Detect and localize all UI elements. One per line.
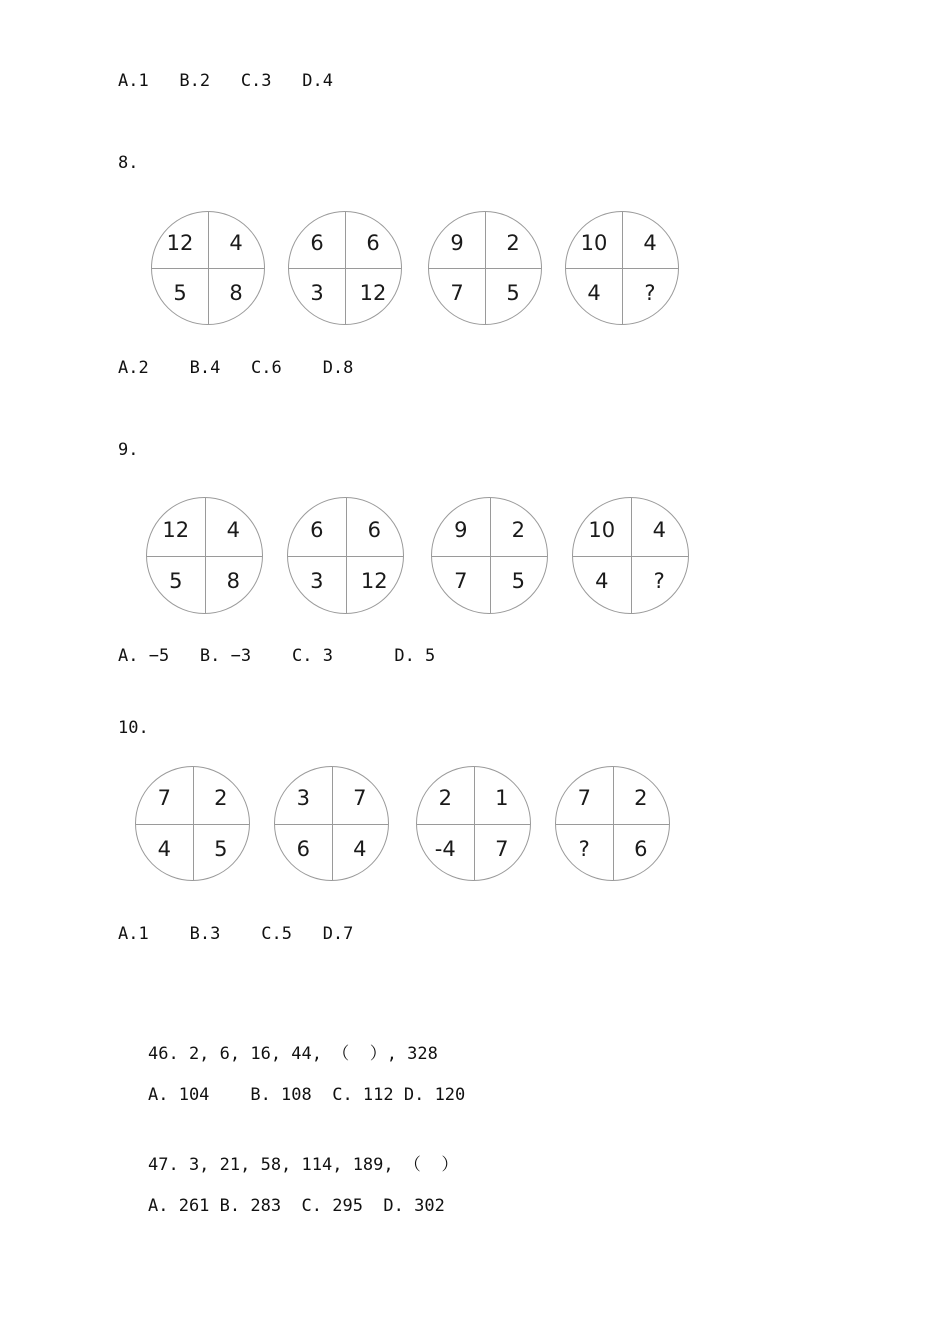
circle-quadrant-bl: 3 <box>310 569 324 594</box>
q9-circle-2 <box>287 497 404 614</box>
circle-quadrant-bl: 4 <box>157 836 171 861</box>
circle-quadrant-br: 5 <box>214 836 228 861</box>
circle-quadrant-bl: -4 <box>434 836 456 861</box>
circle-quadrant-tr: 4 <box>652 517 666 542</box>
q8-circle-2 <box>288 211 402 325</box>
circle-quadrant-bl: 7 <box>450 281 464 305</box>
circle-quadrant-bl: 7 <box>454 569 468 594</box>
q8-circle-3 <box>428 211 542 325</box>
circle-quadrant-bl: 5 <box>173 281 187 305</box>
circle-quadrant-tl: 10 <box>588 517 616 542</box>
circle-quadrant-tr: 4 <box>229 231 243 255</box>
circle-quadrant-br: 5 <box>511 569 525 594</box>
circle-quadrant-bl: ? <box>578 836 590 861</box>
circle-quadrant-bl: 4 <box>595 569 609 594</box>
q10-circle-1 <box>135 766 250 881</box>
q8-number: 8. <box>118 153 139 173</box>
circle-quadrant-br: 6 <box>634 836 648 861</box>
circle-quadrant-br: 4 <box>353 836 367 861</box>
circle-quadrant-tr: 6 <box>367 517 381 542</box>
circle-quadrant-tl: 12 <box>162 517 190 542</box>
q9-circle-4 <box>572 497 689 614</box>
circle-quadrant-tr: 6 <box>366 231 380 255</box>
circle-quadrant-tl: 2 <box>438 786 452 811</box>
circle-quadrant-tl: 6 <box>310 517 324 542</box>
circle-quadrant-tr: 2 <box>506 231 520 255</box>
circle-quadrant-br: 8 <box>229 281 243 305</box>
circle-quadrant-tl: 6 <box>310 231 324 255</box>
q9-options: A. −5 B. −3 C. 3 D. 5 <box>118 646 436 666</box>
q8-circle-1 <box>151 211 265 325</box>
circle-quadrant-bl: 6 <box>296 836 310 861</box>
circle-quadrant-tl: 12 <box>166 231 194 255</box>
circle-quadrant-tr: 1 <box>495 786 509 811</box>
circle-quadrant-br: 12 <box>359 281 387 305</box>
q10-number: 10. <box>118 718 149 738</box>
q10-circle-2 <box>274 766 389 881</box>
circle-quadrant-br: 12 <box>360 569 388 594</box>
q10-circle-4 <box>555 766 670 881</box>
circle-quadrant-bl: 4 <box>587 281 601 305</box>
circle-quadrant-tr: 4 <box>226 517 240 542</box>
circle-quadrant-tr: 4 <box>643 231 657 255</box>
q8-circle-4 <box>565 211 679 325</box>
circle-quadrant-tl: 7 <box>577 786 591 811</box>
q47-stem: 47. 3, 21, 58, 114, 189, （ ） <box>148 1155 459 1175</box>
q10-circle-3 <box>416 766 531 881</box>
q46-options: A. 104 B. 108 C. 112 D. 120 <box>148 1085 466 1105</box>
circle-quadrant-tl: 3 <box>296 786 310 811</box>
circle-quadrant-br: ? <box>653 569 665 594</box>
q46-stem: 46. 2, 6, 16, 44, （ ）, 328 <box>148 1044 438 1064</box>
circle-quadrant-tr: 7 <box>353 786 367 811</box>
circle-quadrant-tr: 2 <box>511 517 525 542</box>
circle-quadrant-tl: 7 <box>157 786 171 811</box>
circle-quadrant-tl: 9 <box>450 231 464 255</box>
circle-quadrant-br: ? <box>644 281 656 305</box>
circle-quadrant-br: 7 <box>495 836 509 861</box>
circle-quadrant-tl: 9 <box>454 517 468 542</box>
circle-quadrant-br: 8 <box>226 569 240 594</box>
q9-circle-3 <box>431 497 548 614</box>
q8-options: A.2 B.4 C.6 D.8 <box>118 358 354 378</box>
q10-options: A.1 B.3 C.5 D.7 <box>118 924 354 944</box>
circle-quadrant-tr: 2 <box>634 786 648 811</box>
q47-options: A. 261 B. 283 C. 295 D. 302 <box>148 1196 445 1216</box>
q9-circle-1 <box>146 497 263 614</box>
q9-number: 9. <box>118 440 139 460</box>
circle-quadrant-tl: 10 <box>580 231 608 255</box>
circle-quadrant-bl: 5 <box>169 569 183 594</box>
circle-quadrant-br: 5 <box>506 281 520 305</box>
circle-quadrant-bl: 3 <box>310 281 324 305</box>
circle-quadrant-tr: 2 <box>214 786 228 811</box>
q7-options: A.1 B.2 C.3 D.4 <box>118 71 333 91</box>
